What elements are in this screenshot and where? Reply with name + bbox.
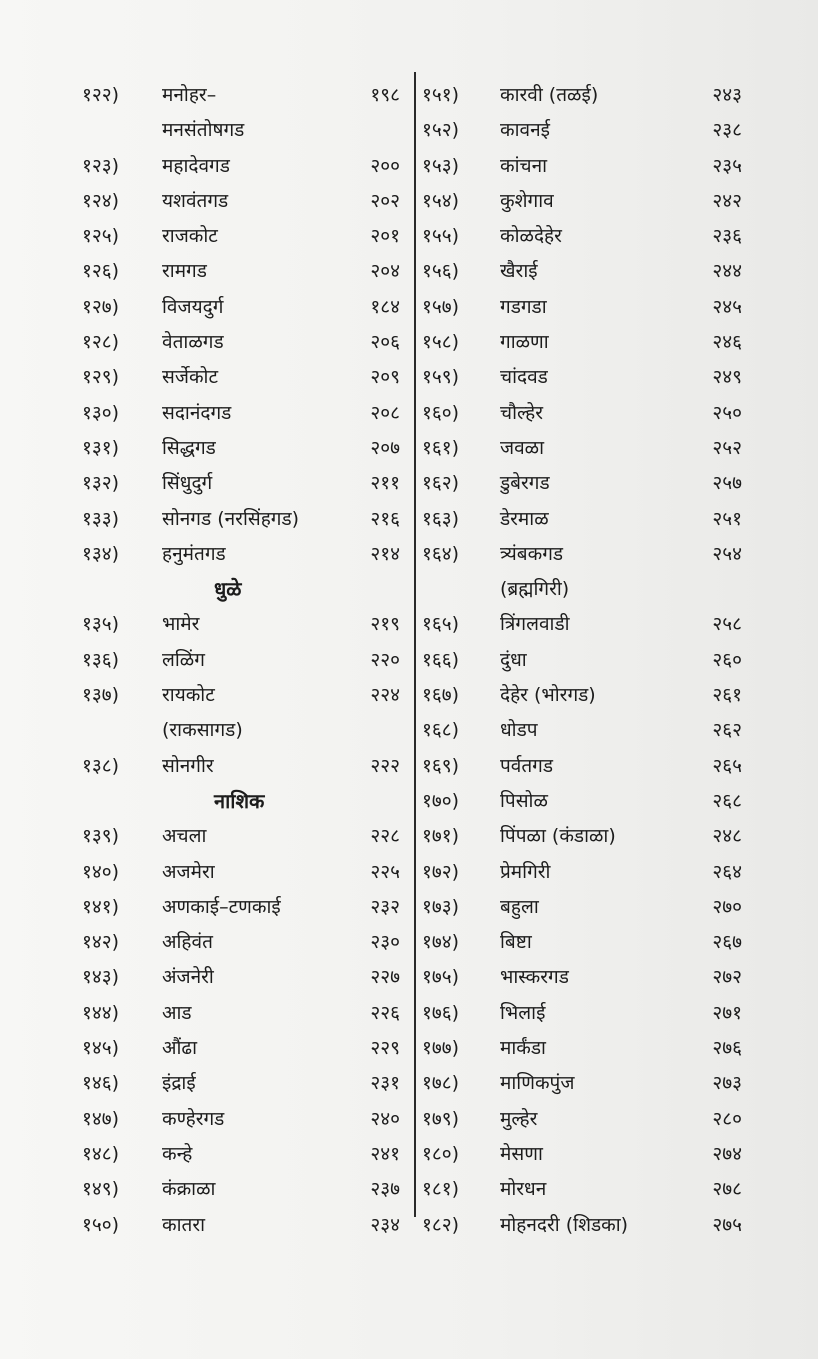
entry-page-number: २६१ (712, 684, 742, 707)
section-heading-label: नाशिक (214, 788, 265, 813)
index-entry (82, 607, 400, 642)
index-entry (422, 643, 742, 678)
entry-number: १४९) (82, 1178, 120, 1201)
entry-name: अंजनेरी (162, 966, 214, 989)
index-entry (82, 678, 400, 713)
entry-number: १४०) (82, 860, 120, 883)
index-entry (82, 1172, 400, 1207)
entry-number: १५४) (422, 189, 460, 212)
entry-number: १३२) (82, 472, 120, 495)
entry-number: १३३) (82, 507, 120, 530)
entry-name: महादेवगड (162, 154, 230, 177)
entry-number: १३०) (82, 401, 120, 424)
entry-name: चौल्हेर (500, 401, 544, 424)
index-entry (422, 149, 742, 184)
entry-name: मनोहर– (162, 84, 217, 106)
entry-page-number: २०० (370, 154, 400, 177)
entry-name: मार्कंडा (500, 1037, 546, 1060)
entry-page-number: २०९ (370, 366, 400, 389)
entry-number: १५७) (422, 295, 460, 318)
entry-name: प्रेमगिरी (500, 860, 551, 883)
entry-page-number: २३२ (370, 895, 400, 918)
entry-page-number: २२४ (370, 684, 400, 707)
index-entry (82, 431, 400, 466)
index-entry (422, 396, 742, 431)
entry-page-number: २१६ (370, 507, 400, 530)
entry-name: लळिंग (162, 648, 205, 671)
entry-number: १४७) (82, 1107, 120, 1130)
entry-page-number: २५० (712, 401, 742, 424)
index-entry (422, 819, 742, 854)
entry-page-number: २४० (370, 1107, 400, 1130)
entry-number: १२८) (82, 331, 120, 354)
index-entry (422, 1031, 742, 1066)
index-entry (422, 960, 742, 995)
entry-number: १५८) (422, 331, 460, 354)
entry-number: १६९) (422, 754, 460, 777)
entry-page-number: २६५ (712, 754, 742, 777)
index-entry (422, 1102, 742, 1137)
index-entry (422, 572, 742, 607)
index-entry (422, 996, 742, 1031)
entry-name: देहेर (भोरगड) (500, 684, 596, 707)
entry-name: सोनगीर (162, 754, 214, 777)
index-entry (82, 1208, 400, 1243)
index-entry (422, 1137, 742, 1172)
entry-number: १४२) (82, 931, 120, 954)
entry-number: १२६) (82, 260, 120, 283)
entry-number: १६७) (422, 684, 460, 707)
entry-page-number: २८० (712, 1107, 742, 1130)
index-entry (422, 855, 742, 890)
index-entry (82, 325, 400, 360)
entry-number: १७६) (422, 1001, 460, 1024)
entry-number: १३९) (82, 825, 120, 848)
index-entry (422, 431, 742, 466)
entry-page-number: २३५ (712, 154, 742, 177)
index-entry (82, 996, 400, 1031)
index-entry (422, 325, 742, 360)
entry-number: १७३) (422, 895, 460, 918)
entry-page-number: २२९ (370, 1037, 400, 1060)
entry-name: धोडप (500, 719, 538, 742)
entry-number: १३८) (82, 754, 120, 777)
index-entry (82, 925, 400, 960)
entry-page-number: २३६ (712, 225, 742, 248)
entry-page-number: २४१ (370, 1142, 400, 1165)
index-entry (422, 784, 742, 819)
entry-number: १३५) (82, 613, 120, 636)
index-entry (422, 607, 742, 642)
entry-number: १४८) (82, 1142, 120, 1165)
entry-page-number: २२८ (370, 825, 400, 848)
index-entry (82, 1102, 400, 1137)
entry-page-number: २०७ (370, 436, 400, 459)
entry-name: पिंपळा (कंडाळा) (500, 825, 616, 848)
entry-page-number: २४९ (712, 366, 742, 389)
index-entry (82, 502, 400, 537)
entry-page-number: २२६ (370, 1001, 400, 1024)
entry-number: १२२) (82, 84, 120, 106)
entry-number: १५५) (422, 225, 460, 248)
entry-number: १६२) (422, 472, 460, 495)
entry-number: १४१) (82, 895, 120, 918)
entry-number: १२४) (82, 189, 120, 212)
entry-page-number: २०२ (370, 189, 400, 212)
index-entry (82, 749, 400, 784)
index-entry (422, 713, 742, 748)
entry-name: मेसणा (500, 1142, 543, 1165)
entry-name: भामेर (162, 613, 200, 636)
entry-name: कांचना (500, 154, 548, 177)
index-entry (422, 1066, 742, 1101)
entry-page-number: २२७ (370, 966, 400, 989)
index-entry (422, 360, 742, 395)
entry-name: मुल्हेर (500, 1107, 538, 1130)
entry-page-number: २६७ (712, 931, 742, 954)
entry-name: (ब्रह्मगिरी) (500, 578, 570, 601)
entry-number: १७४) (422, 931, 460, 954)
entry-page-number: २६० (712, 648, 742, 671)
index-column-right (422, 78, 742, 1243)
index-entry (422, 502, 742, 537)
entry-name: दुंधा (500, 648, 527, 671)
entry-number: १६०) (422, 401, 460, 424)
entry-name: रामगड (162, 260, 207, 283)
entry-page-number: २४२ (712, 189, 742, 212)
entry-number: १७७) (422, 1037, 460, 1060)
entry-number: १३१) (82, 436, 120, 459)
entry-number: १६४) (422, 542, 460, 565)
index-entry (82, 960, 400, 995)
entry-number: १६३) (422, 507, 460, 530)
entry-page-number: २०८ (370, 401, 400, 424)
entry-name: चांदवड (500, 366, 548, 389)
index-entry (82, 78, 400, 113)
index-entry (422, 1208, 742, 1243)
entry-page-number: २४८ (712, 825, 742, 848)
entry-number: १५०) (82, 1213, 120, 1236)
entry-page-number: २२५ (370, 860, 400, 883)
index-entry (422, 290, 742, 325)
entry-name: रायकोट (162, 684, 215, 707)
entry-number: १४५) (82, 1037, 120, 1060)
entry-number: १३६) (82, 648, 120, 671)
entry-name: कंक्राळा (162, 1178, 216, 1201)
index-entry (422, 219, 742, 254)
entry-name: बिष्टा (500, 931, 532, 954)
index-entry (422, 254, 742, 289)
entry-page-number: २२२ (370, 754, 400, 777)
entry-page-number: २७८ (712, 1178, 742, 1201)
entry-number: १३४) (82, 542, 120, 565)
index-entry (82, 1031, 400, 1066)
index-entry (82, 290, 400, 325)
entry-number: १६८) (422, 719, 460, 742)
entry-page-number: २१४ (370, 542, 400, 565)
entry-number: १३७) (82, 684, 120, 707)
entry-name: अहिवंत (162, 931, 213, 954)
entry-number: १४६) (82, 1072, 120, 1095)
index-entry (82, 890, 400, 925)
entry-number: १६१) (422, 436, 460, 459)
entry-number: १५२) (422, 119, 460, 142)
entry-page-number: २७४ (712, 1142, 742, 1165)
entry-number: १५९) (422, 366, 460, 389)
entry-name: सर्जेकोट (162, 366, 219, 389)
entry-number: १२७) (82, 295, 120, 318)
index-entry (82, 113, 400, 148)
entry-name: अणकाई–टणकाई (162, 895, 281, 918)
entry-name: कारवी (तळई) (500, 84, 599, 106)
entry-number: १८१) (422, 1178, 460, 1201)
entry-number: १५१) (422, 84, 460, 106)
index-entry (422, 113, 742, 148)
index-entry (82, 254, 400, 289)
entry-page-number: २३८ (712, 119, 742, 142)
entry-number: १६५) (422, 613, 460, 636)
entry-page-number: २६२ (712, 719, 742, 742)
index-entry (422, 678, 742, 713)
entry-page-number: २५४ (712, 542, 742, 565)
index-entry (82, 466, 400, 501)
index-entry (82, 360, 400, 395)
entry-name: इंद्राई (162, 1072, 196, 1095)
entry-page-number: २७६ (712, 1037, 742, 1060)
entry-page-number: २७१ (712, 1001, 742, 1024)
index-entry (82, 149, 400, 184)
index-entry (82, 1066, 400, 1101)
entry-name: वेताळगड (162, 331, 224, 354)
entry-number: १७८) (422, 1072, 460, 1095)
entry-page-number: २३४ (370, 1213, 400, 1236)
index-entry (82, 855, 400, 890)
entry-page-number: २७२ (712, 966, 742, 989)
entry-name: कण्हेरगड (162, 1107, 225, 1130)
entry-page-number: २४५ (712, 295, 742, 318)
entry-name: राजकोट (162, 225, 218, 248)
entry-page-number: २७३ (712, 1072, 742, 1095)
entry-name: हनुमंतगड (162, 542, 226, 565)
entry-page-number: २२० (370, 648, 400, 671)
section-heading (82, 572, 400, 607)
entry-page-number: १८४ (370, 295, 400, 318)
entry-number: १५३) (422, 154, 460, 177)
index-entry (422, 184, 742, 219)
entry-page-number: २३१ (370, 1072, 400, 1095)
entry-number: १२५) (82, 225, 120, 248)
index-entry (422, 890, 742, 925)
entry-name: कावनई (500, 119, 550, 142)
index-entry (422, 466, 742, 501)
entry-name: भिलाई (500, 1001, 546, 1024)
index-entry (82, 219, 400, 254)
index-entry (422, 537, 742, 572)
entry-page-number: २३० (370, 931, 400, 954)
index-entry (82, 184, 400, 219)
entry-name: भास्करगड (500, 966, 569, 989)
entry-name: डेरमाळ (500, 507, 549, 530)
entry-name: बहुला (500, 895, 539, 918)
entry-name: आड (162, 1001, 192, 1024)
entry-name: गडगडा (500, 295, 547, 318)
entry-number: १२९) (82, 366, 120, 389)
index-entry (422, 78, 742, 113)
entry-page-number: २५८ (712, 613, 742, 636)
entry-page-number: २४३ (712, 84, 742, 106)
index-column-left (82, 78, 400, 1243)
entry-page-number: २५७ (712, 472, 742, 495)
entry-number: १८०) (422, 1142, 460, 1165)
entry-name: सिंधुदुर्ग (162, 472, 213, 495)
entry-name: पिसोळ (500, 789, 548, 812)
entry-page-number: २५१ (712, 507, 742, 530)
entry-name: मोहनदरी (शिडका) (500, 1213, 629, 1236)
index-entry (82, 819, 400, 854)
entry-page-number: २४४ (712, 260, 742, 283)
entry-page-number: २४६ (712, 331, 742, 354)
entry-name: यशवंतगड (162, 189, 229, 212)
entry-page-number: २०६ (370, 331, 400, 354)
entry-name: त्रिंगलवाडी (500, 613, 570, 636)
entry-number: १४३) (82, 966, 120, 989)
entry-name: पर्वतगड (500, 754, 554, 777)
entry-page-number: २५२ (712, 436, 742, 459)
entry-name: विजयदुर्ग (162, 295, 224, 318)
index-entry (82, 643, 400, 678)
section-heading-label: धुळे (214, 577, 242, 602)
entry-number: १८२) (422, 1213, 460, 1236)
entry-name: कातरा (162, 1213, 206, 1236)
entry-name: जवळा (500, 436, 545, 459)
index-entry (82, 713, 400, 748)
index-entry (422, 749, 742, 784)
entry-page-number: २०१ (370, 225, 400, 248)
entry-page-number: २६४ (712, 860, 742, 883)
entry-name: कुशेगाव (500, 189, 554, 212)
column-divider (414, 72, 416, 1217)
entry-number: १७०) (422, 789, 460, 812)
index-entry (82, 396, 400, 431)
entry-name: (राकसागड) (162, 719, 243, 742)
entry-number: १५६) (422, 260, 460, 283)
entry-page-number: २७५ (712, 1213, 742, 1236)
section-heading (82, 784, 400, 819)
index-entry (82, 537, 400, 572)
entry-number: १४४) (82, 1001, 120, 1024)
entry-page-number: २३७ (370, 1178, 400, 1201)
entry-name: मोरधन (500, 1178, 547, 1201)
index-entry (422, 1172, 742, 1207)
entry-page-number: २७० (712, 895, 742, 918)
entry-name: कोळदेहेर (500, 225, 562, 248)
entry-name: त्र्यंबकगड (500, 542, 564, 565)
entry-page-number: २०४ (370, 260, 400, 283)
entry-page-number: २११ (370, 472, 400, 495)
entry-number: १२३) (82, 154, 120, 177)
entry-number: १६६) (422, 648, 460, 671)
entry-page-number: २६८ (712, 789, 742, 812)
entry-page-number: १९८ (370, 84, 400, 106)
entry-name: खैराई (500, 260, 538, 283)
index-entry (82, 1137, 400, 1172)
entry-name: माणिकपुंज (500, 1072, 575, 1095)
entry-name: सिद्धगड (162, 436, 216, 459)
entry-name: औंढा (162, 1037, 198, 1060)
entry-number: १७९) (422, 1107, 460, 1130)
entry-name: अजमेरा (162, 860, 215, 883)
entry-name: कन्हे (162, 1142, 193, 1165)
index-entry (422, 925, 742, 960)
entry-number: १७२) (422, 860, 460, 883)
entry-name: सदानंदगड (162, 401, 232, 424)
entry-page-number: २१९ (370, 613, 400, 636)
entry-name: अचला (162, 825, 207, 848)
entry-name: डुबेरगड (500, 472, 550, 495)
entry-number: १७५) (422, 966, 460, 989)
entry-number: १७१) (422, 825, 460, 848)
entry-name: गाळणा (500, 331, 549, 354)
entry-name: सोनगड (नरसिंहगड) (162, 507, 300, 530)
entry-name: मनसंतोषगड (162, 119, 245, 142)
